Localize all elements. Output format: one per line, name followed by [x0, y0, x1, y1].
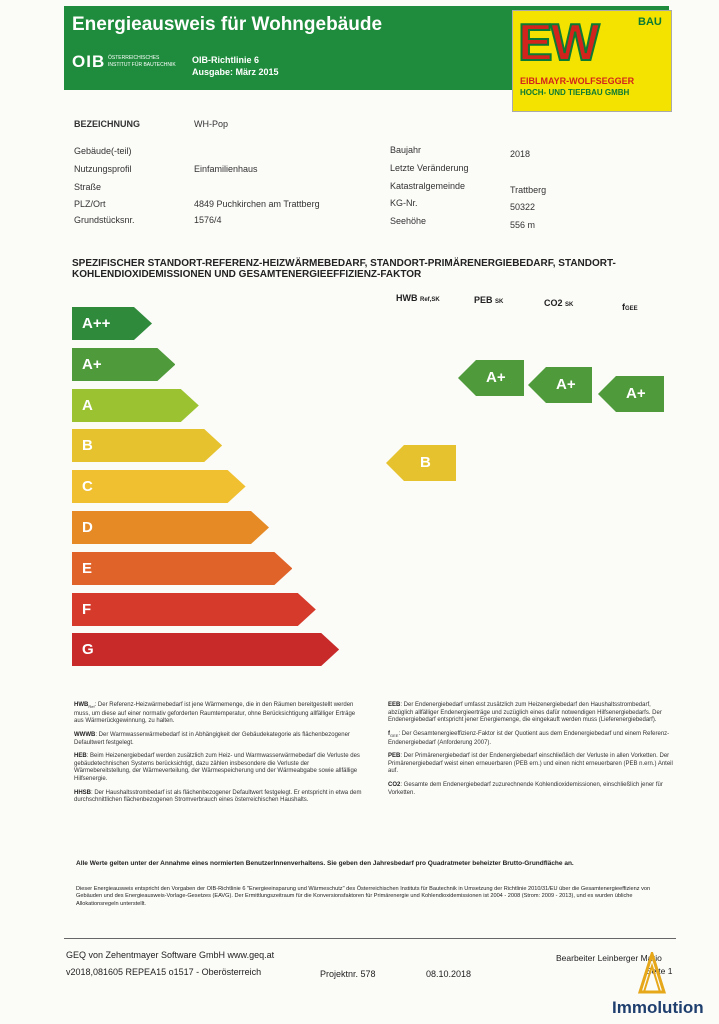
note-values: Alle Werte gelten unter der Annahme eines normierten BenutzerInnenverhaltens. Sie geben den Jahresbedarf pro Quadratmeter beheizter Brutto-Grundfläche an.	[76, 860, 574, 867]
class-arrow-e	[72, 552, 292, 585]
plz-label: PLZ/Ort	[74, 199, 106, 209]
class-label: G	[82, 641, 94, 659]
richtlinie-label: OIB-Richtlinie 6	[192, 55, 260, 65]
letzte-veraenderung-label: Letzte Veränderung	[390, 163, 469, 173]
kg-nr-label: KG-Nr.	[390, 198, 418, 208]
footer-projekt: Projektnr. 578	[320, 969, 376, 979]
oib-institute-text: ÖSTERREICHISCHES INSTITUT FÜR BAUTECHNIK	[108, 55, 176, 68]
class-label: A+	[82, 355, 102, 373]
footer-datum: 08.10.2018	[426, 969, 472, 979]
f-rating-arrow	[598, 376, 664, 412]
seehoehe-value: 556 m	[510, 220, 536, 230]
co2-column-header: CO2 SK	[544, 298, 574, 308]
class-arrow-a	[72, 389, 199, 422]
glossary-hhsb: HHSB: Der Haushaltsstrombedarf ist als flächenbezogener Defaultwert festgelegt. Er entspricht in etwa dem durchschnittlichen flächenbezogenen Stromverbrauch eines österreichischen Haushalts.	[74, 789, 362, 804]
class-arrow-g	[72, 633, 339, 666]
peb-column-header: PEB SK	[474, 295, 504, 305]
hwb-rating-arrow	[386, 445, 456, 481]
nutzung-label: Nutzungsprofil	[74, 164, 132, 174]
footer-bearbeiter: Bearbeiter Leinberger Mario	[556, 953, 662, 963]
ew-logo-company: EIBLMAYR-WOLFSEGGER	[520, 76, 635, 86]
ausgabe-label: Ausgabe: März 2015	[192, 67, 279, 77]
glossary-left	[74, 702, 364, 805]
immolution-logo-mark	[622, 952, 682, 1000]
ew-logo-letters: EW	[518, 14, 598, 72]
class-label: B	[82, 437, 93, 455]
glossary-peb: PEB: Der Primärenergiebedarf ist der Endenergiebedarf einschließlich der Verluste in allen Vorketten. Der Primärenergiebedarf weist einen erneuerbaren (PEB ern.) und einen nicht erneuerbaren (PEB n.ern.) Anteil auf.	[388, 753, 673, 775]
baujahr-label: Baujahr	[390, 145, 422, 155]
co2-rating-arrow	[528, 367, 592, 403]
ew-logo-subline: HOCH- UND TIEFBAU GMBH	[520, 88, 630, 97]
class-label: C	[82, 478, 93, 496]
glossary-wwwb: WWWB: Der Warmwasserwärmebedarf ist in Abhängigkeit der Gebäudekategorie als flächenbezogener Defaultwert festgelegt.	[74, 731, 350, 746]
class-arrow-b	[72, 429, 222, 462]
footer-divider	[64, 938, 676, 939]
ew-logo-bau: BAU	[638, 16, 662, 28]
peb-rating-arrow	[458, 360, 524, 396]
class-arrow-c	[72, 470, 246, 503]
class-label: A++	[82, 315, 111, 332]
bezeichnung-value: WH-Pop	[194, 119, 229, 129]
f-rating-label: A+	[626, 385, 646, 402]
seehoehe-label: Seehöhe	[390, 216, 427, 226]
note-directive: Dieser Energieausweis entspricht den Vorgaben der OIB-Richtlinie 6 "Energieeinsparung und Wärmeschutz" des Österreichischen Instituts für Bautechnik in Umsetzung der Richtlinie 2010/31/EU über die Gesamtenergieeffizienz von Gebäuden und des Energieausweis-Vorlage-Gesetzes (EAVG). Der Ermittlungszeitraum für die Konversionsfaktoren für Primärenergie und Kohlendioxidemissionen ist 2004 - 2008 (Strom: 2009 - 2013), und es wurden übliche Allokationsregeln unterstellt.	[76, 886, 651, 907]
glossary-eeb: EEB: Der Endenergiebedarf umfasst zusätzlich zum Heizenergiebedarf den Haushaltsstrombedarf, abzüglich allfälliger Endenergieerträge und zuzüglich eines dafür notwendigen Hilfsenergiebedarfs. Der Endenergiebedarf entspricht jener Energiemenge, die eingekauft werden muss (Lieferenergiebedarf).	[388, 702, 662, 724]
hwb-rating-label: B	[420, 454, 431, 471]
co2-rating-label: A+	[556, 376, 576, 393]
katastralgemeinde-value: Trattberg	[510, 185, 547, 195]
class-arrow-f	[72, 593, 316, 626]
strasse-label: Straße	[74, 182, 102, 192]
class-label: D	[82, 519, 93, 536]
class-arrow-aplus	[72, 348, 175, 381]
bezeichnung-label: BEZEICHNUNG	[74, 119, 141, 129]
gebaeude-label: Gebäude(-teil)	[74, 146, 132, 156]
section-title: SPEZIFISCHER STANDORT-REFERENZ-HEIZWÄRMEBEDARF, STANDORT-PRIMÄRENERGIEBEDARF, STANDORT-KOHLENDIOXIDEMISSIONEN UND GESAMTENERGIEEFFIZIENZ-FAKTOR	[72, 258, 616, 280]
glossary-co2: CO2: Gesamte dem Endenergiebedarf zuzurechnende Kohlendioxidemissionen, einschließlich jener für Vorketten.	[388, 781, 663, 796]
glossary-hwb: $HWB_{Ref}$: Der Referenz-Heizwärmebedarf ist jene Wärmemenge, die in den Räumen bereitgestellt werden muss, um diese auf einer normativ geforderten Raumtemperatur, ohne Berücksichtigung allfälliger Erträge aus Wärmerückgewinnung, zu halten.	[74, 702, 356, 725]
page-title: Energieausweis für Wohngebäude	[72, 14, 383, 35]
immolution-watermark: Immolution	[612, 998, 704, 1017]
hwb-column-header: HWB Ref,SK	[396, 293, 440, 303]
f-column-header: fGEE	[622, 302, 638, 312]
glossary-right	[388, 702, 673, 797]
footer-seite: Seite 1	[646, 966, 673, 976]
nutzung-value: Einfamilienhaus	[194, 164, 258, 174]
baujahr-value: 2018	[510, 149, 531, 159]
grundstueck-value: 1576/4	[194, 215, 222, 225]
class-label: F	[82, 600, 92, 618]
plz-value: 4849 Puchkirchen am Trattberg	[194, 199, 320, 209]
kg-nr-value: 50322	[510, 202, 536, 212]
class-label: A	[82, 396, 93, 414]
glossary-heb: HEB: Beim Heizenergiebedarf werden zusätzlich zum Heiz- und Warmwasserwärmebedarf die Verluste des gebäudetechnischen Systems berücksichtigt, dazu zählen insbesondere die Verluste der Wärmebereitstellung, der Wärmeverteilung, der Wärmespeicherung und der Wärmeabgabe sowie allfällige Hilfsenergie.	[74, 753, 360, 782]
glossary-fgee: $f_{GEE}$: Der Gesamtenergieeffizienz-Faktor ist der Quotient aus dem Endenergiebedarf und einem Referenz-Endenergiebedarf (Anforderung 2007).	[388, 730, 670, 746]
oib-logo: OIB	[72, 52, 106, 71]
katastralgemeinde-label: Katastralgemeinde	[390, 181, 466, 191]
footer-version: v2018,081605 REPEA15 o1517 - Oberösterreich	[66, 967, 262, 977]
footer-software: GEQ von Zehentmayer Software GmbH www.geq.at	[66, 950, 275, 960]
class-arrow-aplusplus	[72, 307, 152, 340]
class-arrow-d	[72, 511, 269, 544]
peb-rating-label: A+	[486, 369, 506, 386]
grundstueck-label: Grundstücksnr.	[74, 215, 135, 225]
class-label: E	[82, 559, 93, 577]
